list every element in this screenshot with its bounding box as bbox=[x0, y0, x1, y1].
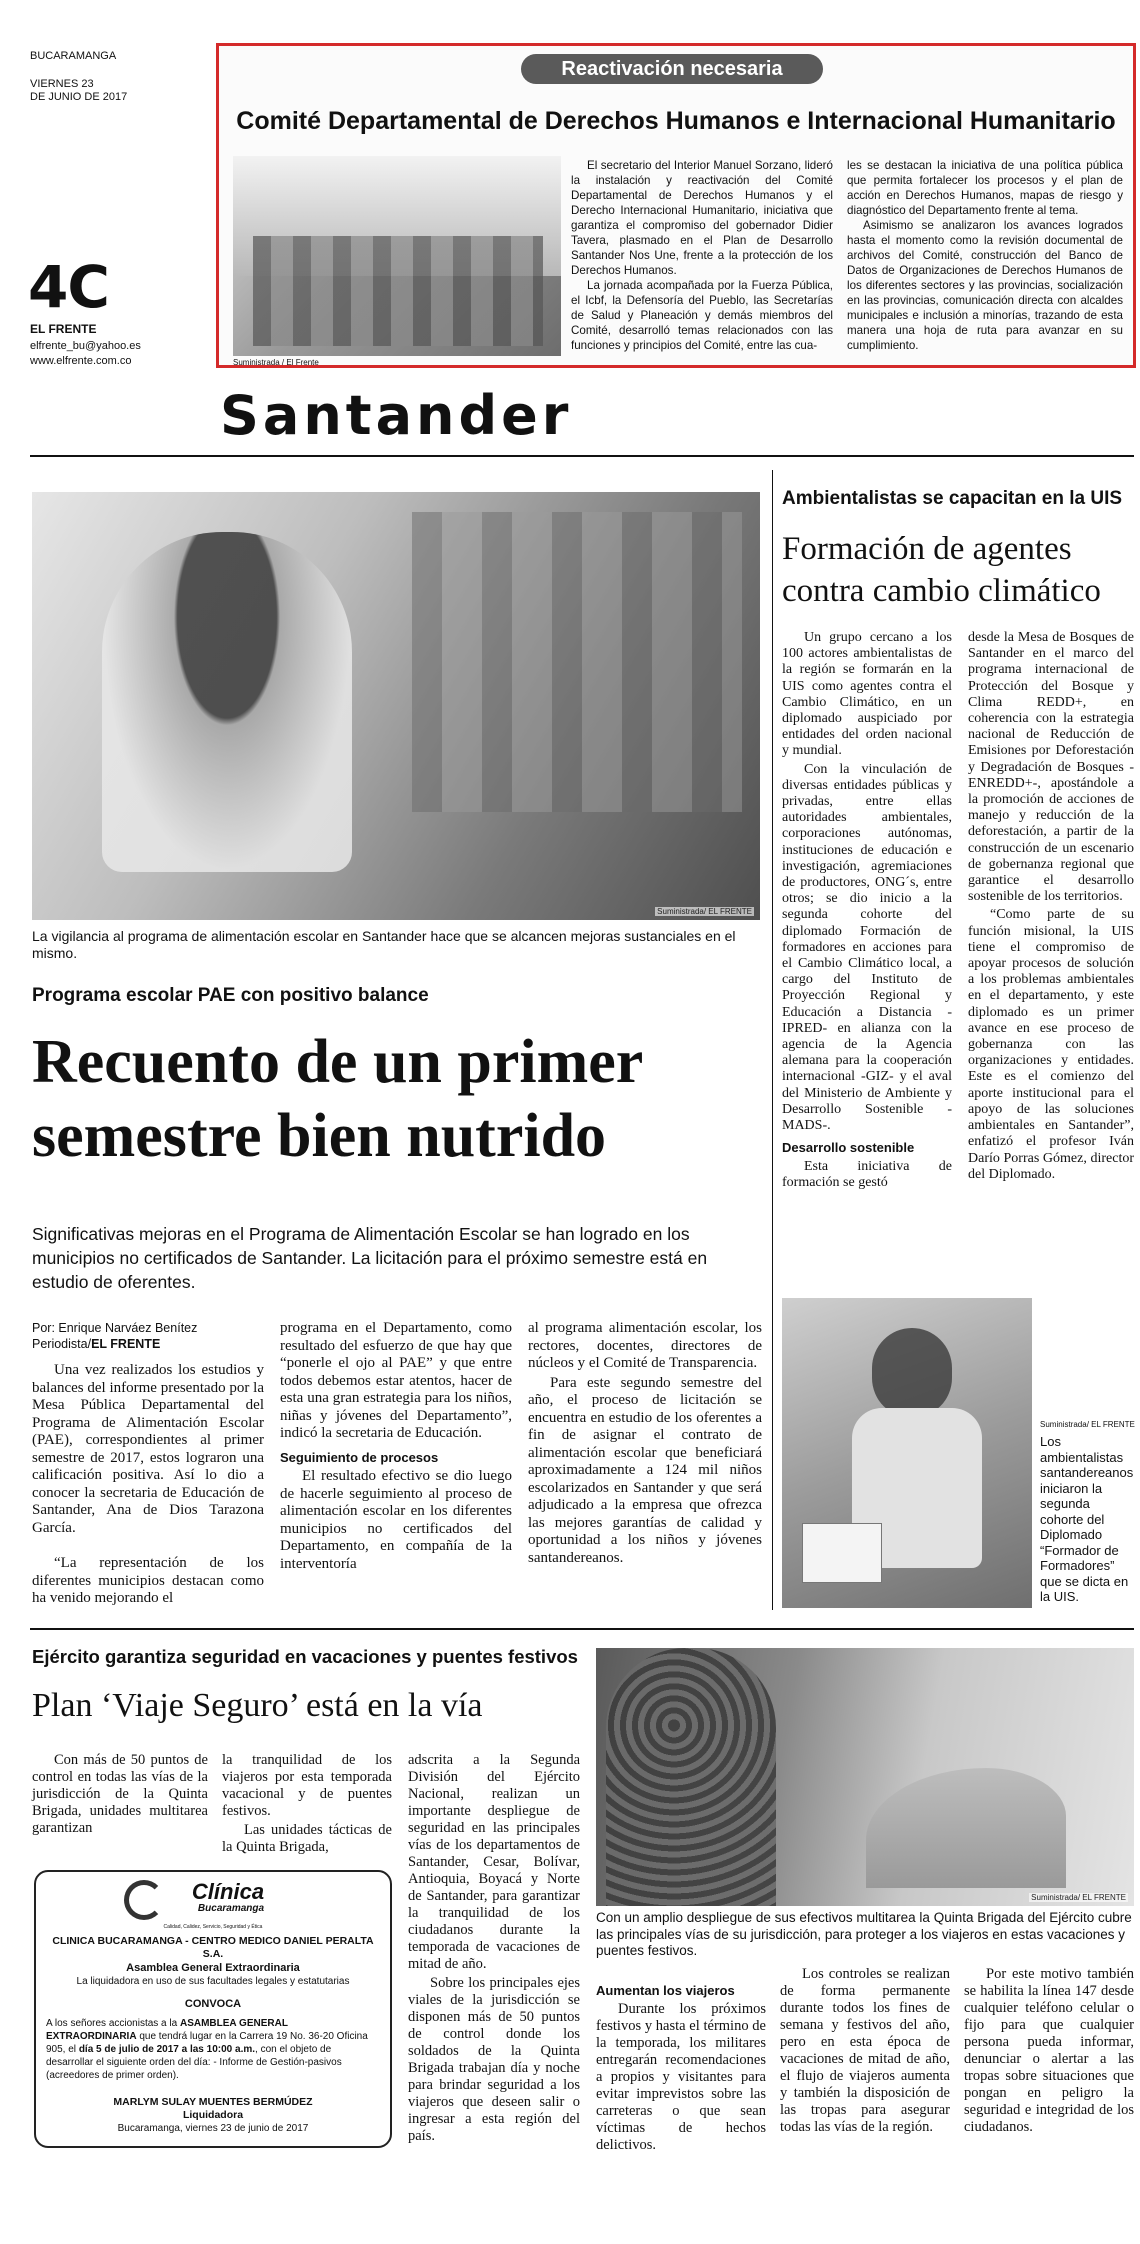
pae-col1b bbox=[32, 1555, 264, 1610]
box-col1 bbox=[571, 158, 833, 353]
ejercito-photo-credit: Suministrada/ EL FRENTE bbox=[1031, 1893, 1126, 1902]
uis-p3-end: desde la Mesa de Bosques de Santander en el marco del programa internacional de Protección del Bosque y Clima REDD+, en coherencia con la estrategia nacional de Reducción de Emisiones por Deforestación y Degradación de Bosques -ENREDD+-, apostándole a la promoción de acciones de manejo y reducción de la deforestación, a partir de la construcción de un escenario de gobernanza regional que garantice el desarrollo sostenible de los territorios. bbox=[968, 630, 1134, 905]
ejercito-c1: Con más de 50 puntos de control en todas las vías de la jurisdicción de la Quinta Brigada, unidades multitarea garantizan bbox=[32, 1752, 208, 1836]
ejercito-c2a: la tranquilidad de los viajeros por esta temporada vacacional y de puentes festivos. bbox=[222, 1752, 392, 1819]
masthead-city: BUCARAMANGA bbox=[30, 50, 117, 62]
masthead-date: DE JUNIO DE 2017 bbox=[30, 91, 128, 103]
pae-byline-role: Periodista/ bbox=[32, 1337, 92, 1351]
ejercito-col1 bbox=[32, 1752, 208, 1839]
uis-col1 bbox=[782, 630, 952, 1193]
pae-photo-credit: Suministrada/ EL FRENTE bbox=[657, 907, 752, 916]
pae-p3-start: El resultado efectivo se dio luego de hacerle seguimiento al proceso de alimentación escolar en los diferentes municipios no certificados del Departamento, en compañía de la interventoría bbox=[280, 1468, 512, 1572]
ad-signer-role: Liquidadora bbox=[182, 2109, 244, 2121]
box-photo-credit: Suministrada / El Frente bbox=[233, 358, 319, 367]
masthead-day: VIERNES 23 bbox=[30, 78, 94, 90]
section-title: Santander bbox=[220, 384, 573, 447]
reactivacion-box bbox=[216, 43, 1136, 368]
ejercito-col4 bbox=[596, 1982, 766, 2156]
paper-email: elfrente_bu@yahoo.es bbox=[30, 340, 141, 352]
pae-lead: Significativas mejoras en el Programa de Alimentación Escolar se han logrado en los municipios no certificados de Santander. La licitación para el próximo semestre está en estudio de oferentes. bbox=[32, 1224, 708, 1292]
ejercito-col3 bbox=[408, 1752, 580, 2147]
pae-byline-paper: EL FRENTE bbox=[91, 1337, 161, 1351]
ejercito-caption: Con un amplio despliegue de sus efectivos multitarea la Quinta Brigada del Ejército cubre las principales vías de su jurisdicción, para proteger a los viajeros en estas vacaciones y puentes festivos. bbox=[596, 1910, 1132, 1958]
box-col2-p1: les se destacan la iniciativa de una política pública que permita fortalecer los procesos y el plan de acción en Derechos Humanos, mapas de riesgo y diagnóstico del Departamento frente al tema. bbox=[847, 159, 1123, 217]
pae-byline-role-line bbox=[32, 1336, 272, 1352]
clinica-ad bbox=[34, 1870, 392, 2148]
box-tag: Reactivación necesaria bbox=[521, 54, 823, 84]
ad-text-b: ASAMBLEA GENERAL EXTRAORDINARIA bbox=[46, 2018, 288, 2042]
ad-note: La liquidadora en uso de sus facultades legales y estatutarias bbox=[76, 1976, 350, 1987]
ad-text-e: , con el objeto de desarrollar el siguiente orden del día: - Informe de Gestión-pasivos (acreedores de primer orden). bbox=[46, 2044, 342, 2081]
mid-rule bbox=[30, 1628, 1134, 1630]
pae-p2-end: programa en el Departamento, como resultado del esfuerzo de que hay que “ponerle el ojo al PAE” y que entre todos debemos estar atentos, hacer de esta una gran estrategia para los niños, niñas y jóvenes del Departamento”, indicó la secretaria de Educación. bbox=[280, 1320, 512, 1441]
uis-sub1: Desarrollo sostenible bbox=[782, 1140, 915, 1156]
uis-col2 bbox=[968, 630, 1134, 1185]
box-photo bbox=[233, 156, 561, 356]
pae-p2-start: “La representación de los diferentes municipios destacan como ha venido mejorando el bbox=[32, 1555, 264, 1606]
ejercito-col5 bbox=[780, 1966, 950, 2138]
uis-caption: Los ambientalistas santandereanos iniciaron la segunda cohorte del Diplomado “Formador de Formadores” que se dicta en la UIS. bbox=[1040, 1434, 1134, 1604]
uis-p4: “Como parte de su función misional, la UIS tiene el compromiso de apoyar procesos de solución a los problemas ambientales en el departamento, y este diplomado es un primer avance en ese proceso de gobernanza con las organizaciones y entidades. Este es el comienzo del aporte institucional para el apoyo de las soluciones ambientales en Santander”, enfatizó el profesor Iván Darío Porras Gómez, director del Diplomado. bbox=[968, 907, 1134, 1182]
ejercito-photo bbox=[596, 1648, 1134, 1906]
pae-caption: La vigilancia al programa de alimentación escolar en Santander hace que se alcancen mejoras sustanciales en el mismo. bbox=[32, 928, 736, 961]
clinic-logo-icon bbox=[124, 1880, 164, 1920]
uis-photo bbox=[782, 1298, 1032, 1608]
uis-p2: Con la vinculación de diversas entidades públicas y privadas, entre ellas autoridades ambientales, corporaciones autónomas, instituciones de educación e investigación, agremiaciones de productores, ONG´s, entre otros; se dio inicio a la segunda cohorte del diplomado Formación de formadores en acciones para el Cambio Climático local, a cargo del Instituto de Proyección Regional y Educación a Distancia -IPRED- en alianza con la agencia de la Agencia alemana para la cooperación internacional -GIZ- y el aval del Ministerio de Ambiente y Desarrollo Sostenible -MADS-. bbox=[782, 761, 952, 1134]
box-col2-p2: Asimismo se analizaron los avances logrados hasta el momento como la revisión documental de archivos del Comité, construcción del Banco de Datos de Organizaciones de Derechos Humanos de los diferentes sectores y las provincias, socialización en las provincias, comunicación directa con alcaldes municipales e inclusión a minorías, trazando de esta manera una hoja de ruta para avanzar en su cumplimiento. bbox=[847, 219, 1123, 352]
ejercito-sub1: Aumentan los viajeros bbox=[596, 1983, 735, 1998]
ejercito-c3a: adscrita a la Segunda División del Ejército Nacional, realizan un importante despliegue de seguridad en las principales vías de los departamentos de Santander, Cesar, Bolívar, Antioquia, Boyacá y Norte de Santander, para garantizar la tranquilidad de los ciudadanos durante la temporada de vacaciones de mitad de año. bbox=[408, 1752, 580, 1972]
uis-kicker: Ambientalistas se capacitan en la UIS bbox=[782, 488, 1123, 509]
ad-signer: MARLYM SULAY MUENTES BERMÚDEZ bbox=[113, 2096, 313, 2108]
uis-p1: Un grupo cercano a los 100 actores ambientalistas de la región se formarán en la UIS como agentes contra el Cambio Climático, en un diplomado auspiciado por entidades del orden nacional y mundial. bbox=[782, 630, 952, 759]
uis-p3-start: Esta iniciativa de formación se gestó bbox=[782, 1158, 952, 1190]
pae-headline: Recuento de un primer semestre bien nutrido bbox=[32, 1028, 643, 1170]
paper-name: EL FRENTE bbox=[30, 322, 97, 336]
clinic-logo bbox=[46, 1880, 380, 1924]
pae-byline-author: Por: Enrique Narváez Benítez bbox=[32, 1321, 198, 1335]
uis-headline: Formación de agentes contra cambio climático bbox=[782, 531, 1101, 609]
pae-photo bbox=[32, 492, 760, 920]
ejercito-c2b: Las unidades tácticas de la Quinta Brigada, bbox=[222, 1822, 392, 1855]
pae-kicker: Programa escolar PAE con positivo balance bbox=[32, 985, 429, 1006]
ad-assembly: Asamblea General Extraordinaria bbox=[126, 1962, 300, 1974]
pae-byline bbox=[32, 1320, 272, 1352]
ad-company: CLINICA BUCARAMANGA - CENTRO MEDICO DANIEL PERALTA S.A. bbox=[52, 1935, 374, 1960]
paper-web: www.elfrente.com.co bbox=[30, 355, 132, 367]
page-number: 4C bbox=[28, 253, 109, 321]
ad-place-date: Bucaramanga, viernes 23 de junio de 2017 bbox=[117, 2123, 309, 2134]
pae-col2 bbox=[280, 1320, 512, 1575]
ejercito-col6 bbox=[964, 1966, 1134, 2138]
ejercito-c3b: Sobre los principales ejes viales de la jurisdicción se disponen más de 50 puntos de control donde los soldados de la Quinta Brigada trabajan día y noche para brindar seguridad a los viajeros que deseen salir o ingresar a esta región del país. bbox=[408, 1975, 580, 2144]
pae-sub1: Seguimiento de procesos bbox=[280, 1449, 439, 1465]
uis-photo-credit: Suministrada/ EL FRENTE bbox=[1040, 1420, 1135, 1429]
ejercito-col2 bbox=[222, 1752, 392, 1858]
ad-text-d: día 5 de julio de 2017 a las 10:00 a.m. bbox=[78, 2044, 256, 2055]
ad-text bbox=[46, 2017, 380, 2082]
ejercito-c5: Los controles se realizan de forma permanente durante todos los fines de semana y festivos del año, pero en esta época de vacaciones de mitad de año, el flujo de viajeros aumenta y también la disposición de las tropas para asegurar todas las vías de la región. bbox=[780, 1966, 950, 2135]
pae-col3 bbox=[528, 1320, 762, 1569]
box-col2 bbox=[847, 158, 1123, 353]
section-rule bbox=[30, 455, 1134, 457]
pae-p1: Una vez realizados los estudios y balances del informe presentado por la Mesa Pública Departamental del Programa de Alimentación Escolar (PAE), correspondientes al primer semestre de 2017, estos lograron una calificación positiva. Así lo dio a conocer la secretaria de Educación de Santander, Ana de Dios Tarazona García. bbox=[32, 1362, 264, 1536]
ejercito-c6: Por este motivo también se habilita la línea 147 desde cualquier teléfono celular o fijo para que cualquier persona pueda informar, denunciar o alertar a las tropas sobre situaciones que pongan en peligro la seguridad e integridad de los ciudadanos. bbox=[964, 1966, 1134, 2135]
box-col1-p1: El secretario del Interior Manuel Sorzano, lideró la instalación y reactivación del Comité Departamental de Derechos Humanos y el Derecho Internacional Humanitario, iniciativa que garantiza el compromiso del gobernador Didier Tavera, plasmado en el Plan de Desarrollo Santander Nos Une, frente a la protección de los Derechos Humanos. bbox=[571, 159, 833, 277]
ad-convoca: CONVOCA bbox=[184, 1998, 242, 2010]
clinic-logo-tagline: Calidad, Calidez, Servicio, Seguridad y Ética bbox=[163, 1924, 263, 1930]
pae-p4: Para este segundo semestre del año, el proceso de licitación se encuentra en estudio de los oferentes a fin de asignar el contrato de alimentación escolar que beneficiará aproximadamente a 124 mil niños escolarizados en Santander y que será adjudicado a la empresa que ofrezca las mejores garantías de calidad y oportunidad a los niños y jóvenes santandereanos. bbox=[528, 1374, 762, 1566]
ad-text-c: que tendrá lugar en la Carrera 19 No. 36-20 Oficina 905, el bbox=[46, 2031, 368, 2055]
pae-uis-vrule bbox=[772, 470, 773, 1610]
ad-text-a: A los señores accionistas a la bbox=[46, 2018, 180, 2029]
pae-p3-end: al programa alimentación escolar, los rectores, docentes, directores de núcleos y el Comité de Transparencia. bbox=[528, 1320, 762, 1371]
ejercito-kicker: Ejército garantiza seguridad en vacaciones y puentes festivos bbox=[32, 1646, 578, 1667]
box-title: Comité Departamental de Derechos Humanos e Internacional Humanitario bbox=[236, 107, 1116, 135]
box-col1-p2: La jornada acompañada por la Fuerza Pública, el Icbf, la Defensoría del Pueblo, las Secretarías de Salud y Planeación y demás miembros del Comité, desarrolló temas relacionados con las funciones y principios del Comité, entre las cua- bbox=[571, 279, 833, 352]
pae-col1 bbox=[32, 1362, 264, 1539]
ejercito-headline: Plan ‘Viaje Seguro’ está en la vía bbox=[32, 1687, 483, 1724]
ejercito-c4: Durante los próximos festivos y hasta el término de la temporada, los militares entregarán recomendaciones a propios y visitantes para evitar imprevistos sobre las carreteras o que sean víctimas de hechos delictivos. bbox=[596, 2001, 766, 2153]
clinic-logo-city: Bucaramanga bbox=[197, 1903, 265, 1914]
clinic-logo-word: Clínica bbox=[191, 1879, 265, 1904]
